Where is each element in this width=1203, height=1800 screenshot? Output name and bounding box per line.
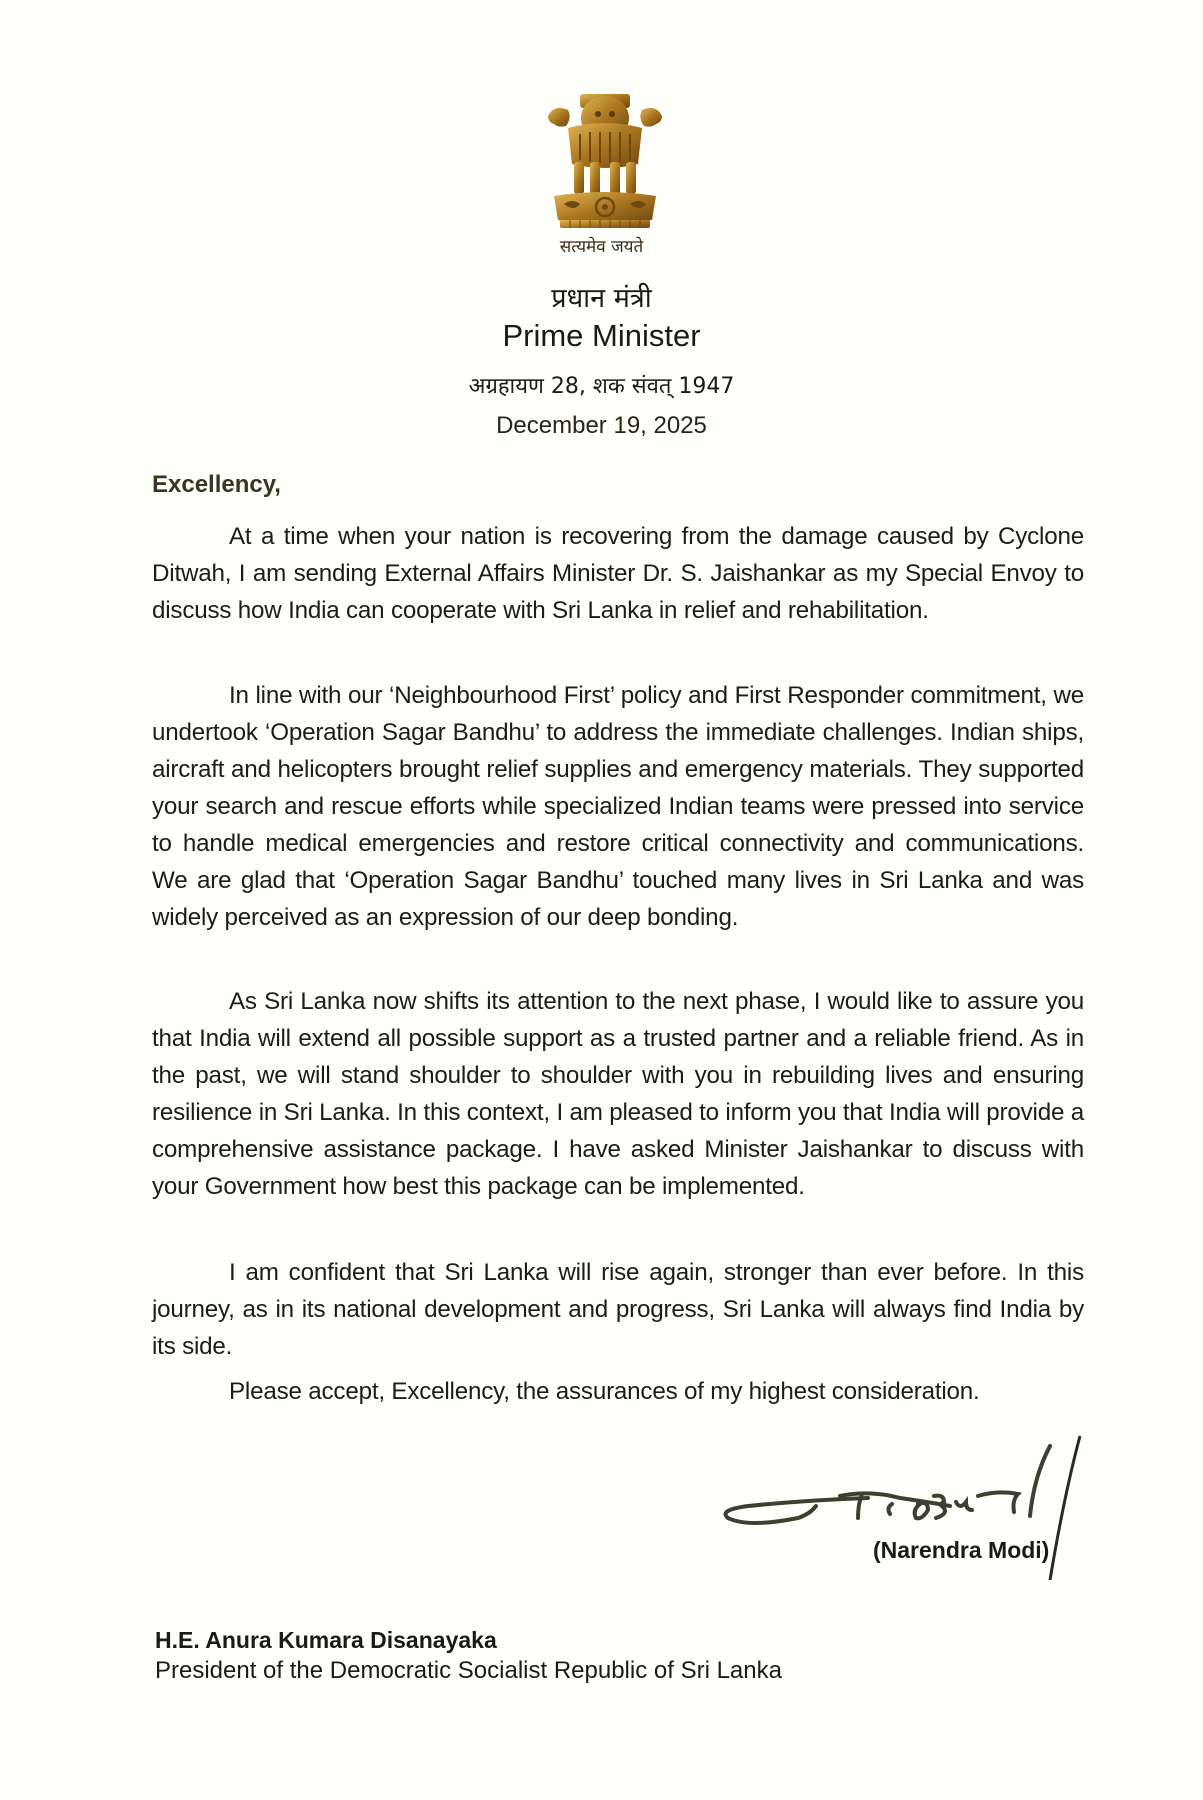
title-english: Prime Minister — [502, 318, 701, 353]
letter-paragraph: At a time when your nation is recovering from the damage caused by Cyclone Ditwah, I am sending External Affairs Minister Dr. S. Jaishankar as my Special Envoy to discuss how India can cooperate with Sri Lanka in relief and rehabilitation. — [152, 523, 1084, 624]
date-english: December 19, 2025 — [496, 412, 707, 439]
letter-paragraph: As Sri Lanka now shifts its attention to the next phase, I would like to assure you that India will extend all possible support as a trusted partner and a reliable friend. As in the past, we will stand shoulder to shoulder with you in rebuilding lives and ensuring resilience in Sri Lanka. In this context, I am pleased to inform you that India will provide a comprehensive assistance package. I have asked Minister Jaishankar to discuss with your Government how best this package can be implemented. — [152, 988, 1084, 1200]
title-hindi: प्रधान मंत्री — [551, 283, 652, 314]
signatory-name: (Narendra Modi) — [873, 1537, 1050, 1563]
date-hindi: अग्रहायण 28, शक संवत् 1947 — [468, 374, 735, 399]
addressee-title: President of the Democratic Socialist Republic of Sri Lanka — [155, 1657, 782, 1684]
salutation: Excellency, — [152, 471, 281, 498]
addressee-name: H.E. Anura Kumara Disanayaka — [155, 1627, 497, 1653]
letter-paragraph: Please accept, Excellency, the assurances of my highest consideration. — [229, 1378, 980, 1405]
emblem-motto: सत्यमेव जयते — [559, 237, 644, 257]
national-emblem-icon — [540, 88, 670, 238]
letter-paragraph: I am confident that Sri Lanka will rise again, stronger than ever before. In this journey, as in its national development and progress, Sri Lanka will always find India by its side. — [152, 1259, 1084, 1360]
letter-paragraph: In line with our ‘Neighbourhood First’ policy and First Responder commitment, we undertook ‘Operation Sagar Bandhu’ to address the immediate challenges. Indian ships, aircraft and helicopters brought relief supplies and emergency materials. They supported your search and rescue efforts while specialized Indian teams were pressed into service to handle medical emergencies and restore critical connectivity and communications. We are glad that ‘Operation Sagar Bandhu’ touched many lives in Sri Lanka and was widely perceived as an expression of our deep bonding. — [152, 682, 1084, 931]
